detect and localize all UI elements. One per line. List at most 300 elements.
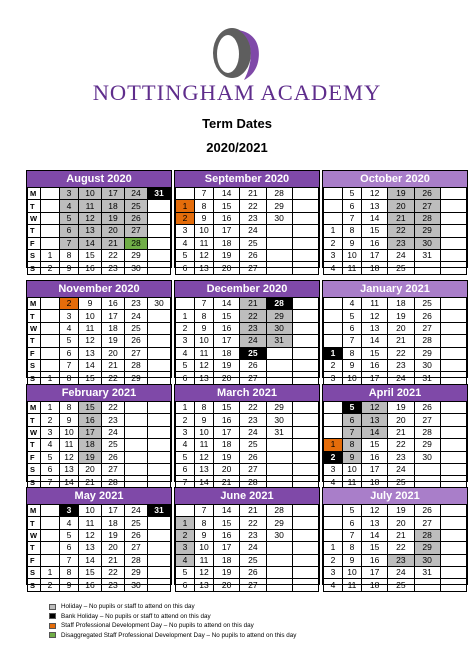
week-row (28, 298, 171, 310)
week-row (28, 359, 171, 371)
date-cell: 12 (195, 249, 214, 261)
date-cell: 28 (266, 505, 292, 517)
date-cell: 5 (176, 359, 195, 371)
month-grid (175, 187, 319, 275)
date-cell: 14 (362, 212, 388, 224)
date-cell: 16 (214, 322, 240, 334)
date-cell: 5 (343, 505, 362, 517)
date-cell (266, 554, 292, 566)
date-cell: 19 (79, 451, 102, 463)
date-cell (148, 414, 171, 426)
date-cell: 22 (102, 402, 125, 414)
week-row (324, 225, 467, 237)
date-cell: 8 (60, 402, 79, 414)
week-row (324, 505, 467, 517)
month-grid (175, 504, 319, 592)
date-cell (148, 347, 171, 359)
date-cell: 30 (414, 451, 440, 463)
date-cell: 26 (240, 359, 266, 371)
date-cell: 10 (195, 542, 214, 554)
week-row (28, 225, 171, 237)
date-cell: 17 (362, 372, 388, 384)
date-cell: 20 (102, 542, 125, 554)
date-cell: 12 (195, 451, 214, 463)
date-cell: 12 (362, 188, 388, 200)
day-label: T (28, 310, 41, 322)
date-cell (440, 249, 466, 261)
date-cell: 20 (102, 347, 125, 359)
date-cell: 13 (362, 322, 388, 334)
date-cell: 23 (102, 579, 125, 591)
date-cell: 17 (102, 310, 125, 322)
date-cell (324, 322, 343, 334)
date-cell (41, 188, 60, 200)
date-cell: 26 (240, 249, 266, 261)
date-cell: 12 (79, 335, 102, 347)
week-row (324, 451, 467, 463)
date-cell (148, 249, 171, 261)
date-cell: 24 (388, 249, 414, 261)
month-title: June 2021 (175, 488, 319, 504)
date-cell: 4 (343, 298, 362, 310)
date-cell (292, 298, 318, 310)
date-cell: 8 (343, 439, 362, 451)
date-cell: 13 (79, 347, 102, 359)
week-row (28, 566, 171, 578)
date-cell (125, 439, 148, 451)
date-cell: 24 (102, 426, 125, 438)
date-cell (266, 439, 292, 451)
date-cell: 21 (102, 359, 125, 371)
date-cell: 9 (60, 414, 79, 426)
date-cell: 21 (102, 554, 125, 566)
date-cell (148, 426, 171, 438)
date-cell: 6 (343, 322, 362, 334)
date-cell: 18 (102, 517, 125, 529)
date-cell: 12 (195, 359, 214, 371)
date-cell: 1 (41, 372, 60, 384)
date-cell: 18 (214, 347, 240, 359)
date-cell (440, 439, 466, 451)
date-cell (148, 212, 171, 224)
date-cell: 13 (195, 372, 214, 384)
date-cell (292, 566, 318, 578)
date-cell: 29 (266, 310, 292, 322)
date-cell: 2 (324, 359, 343, 371)
date-cell: 5 (60, 529, 79, 541)
legend-swatch (49, 604, 56, 610)
month-title: October 2020 (323, 171, 467, 187)
date-cell: 14 (214, 298, 240, 310)
date-cell: 24 (125, 505, 148, 517)
date-cell (440, 359, 466, 371)
date-cell: 20 (214, 372, 240, 384)
page-title: Term Dates (202, 116, 272, 131)
date-cell: 10 (343, 372, 362, 384)
date-cell: 17 (214, 225, 240, 237)
date-cell: 13 (195, 579, 214, 591)
week-row (28, 517, 171, 529)
date-cell: 25 (388, 476, 414, 488)
date-cell: 8 (343, 542, 362, 554)
date-cell (440, 402, 466, 414)
date-cell (266, 225, 292, 237)
date-cell: 24 (240, 542, 266, 554)
date-cell: 30 (414, 359, 440, 371)
month-grid (27, 297, 171, 385)
date-cell (266, 249, 292, 261)
date-cell: 28 (266, 188, 292, 200)
date-cell: 30 (414, 554, 440, 566)
day-label: T (28, 542, 41, 554)
date-cell: 15 (362, 542, 388, 554)
date-cell: 8 (60, 249, 79, 261)
date-cell: 14 (214, 188, 240, 200)
date-cell: 29 (414, 439, 440, 451)
date-cell: 6 (176, 463, 195, 475)
date-cell: 2 (41, 579, 60, 591)
date-cell: 30 (266, 212, 292, 224)
date-cell: 9 (343, 359, 362, 371)
date-cell (41, 237, 60, 249)
week-row (324, 566, 467, 578)
date-cell: 30 (266, 322, 292, 334)
date-cell: 30 (148, 298, 171, 310)
month-title: November 2020 (27, 281, 171, 297)
week-row (324, 372, 467, 384)
date-cell: 20 (214, 262, 240, 274)
month-title: March 2021 (175, 385, 319, 401)
legend-text: Bank Holiday – No pupils or staff to attend on this day (61, 612, 211, 620)
day-label: T (28, 225, 41, 237)
date-cell: 7 (343, 212, 362, 224)
date-cell: 9 (195, 529, 214, 541)
date-cell: 26 (240, 566, 266, 578)
date-cell: 10 (60, 426, 79, 438)
date-cell: 28 (266, 298, 292, 310)
date-cell (324, 414, 343, 426)
date-cell: 14 (60, 476, 79, 488)
date-cell: 8 (195, 310, 214, 322)
date-cell (324, 298, 343, 310)
date-cell (292, 463, 318, 475)
date-cell: 7 (343, 335, 362, 347)
date-cell: 7 (41, 476, 60, 488)
date-cell: 20 (214, 463, 240, 475)
month-1 (174, 170, 320, 273)
month-grid (323, 297, 467, 385)
week-row (28, 579, 171, 591)
date-cell: 17 (362, 249, 388, 261)
date-cell (125, 414, 148, 426)
date-cell: 1 (41, 566, 60, 578)
date-cell: 18 (362, 262, 388, 274)
week-row (324, 310, 467, 322)
date-cell: 18 (362, 476, 388, 488)
date-cell: 10 (195, 225, 214, 237)
date-cell: 2 (324, 451, 343, 463)
legend-item (49, 621, 449, 631)
date-cell: 30 (414, 237, 440, 249)
date-cell (148, 359, 171, 371)
date-cell (148, 451, 171, 463)
month-title: July 2021 (323, 488, 467, 504)
date-cell: 3 (324, 463, 343, 475)
date-cell: 3 (176, 225, 195, 237)
date-cell: 15 (362, 225, 388, 237)
week-row (28, 463, 171, 475)
week-row (324, 579, 467, 591)
date-cell: 19 (388, 402, 414, 414)
date-cell (292, 322, 318, 334)
date-cell: 25 (240, 439, 266, 451)
date-cell: 25 (240, 347, 266, 359)
date-cell: 2 (176, 212, 195, 224)
date-cell: 16 (79, 579, 102, 591)
date-cell: 22 (240, 402, 266, 414)
day-label: S (28, 579, 41, 591)
date-cell: 23 (240, 322, 266, 334)
week-row (28, 249, 171, 261)
week-row (176, 322, 319, 334)
date-cell: 7 (60, 237, 79, 249)
week-row (176, 505, 319, 517)
date-cell: 20 (388, 200, 414, 212)
date-cell: 25 (125, 517, 148, 529)
month-grid (323, 504, 467, 592)
date-cell (41, 322, 60, 334)
date-cell: 23 (388, 554, 414, 566)
date-cell: 28 (240, 476, 266, 488)
date-cell (292, 237, 318, 249)
date-cell: 26 (125, 529, 148, 541)
date-cell: 27 (240, 463, 266, 475)
date-cell: 20 (214, 579, 240, 591)
date-cell (324, 402, 343, 414)
date-cell: 4 (324, 262, 343, 274)
date-cell: 17 (79, 426, 102, 438)
month-6 (26, 384, 172, 487)
day-label: M (28, 298, 41, 310)
date-cell (148, 517, 171, 529)
date-cell: 30 (266, 529, 292, 541)
day-label: S (28, 463, 41, 475)
academy-name: NOTTINGHAM ACADEMY (92, 80, 382, 105)
date-cell: 5 (176, 566, 195, 578)
month-title: September 2020 (175, 171, 319, 187)
date-cell (440, 529, 466, 541)
date-cell: 27 (240, 579, 266, 591)
date-cell: 4 (176, 554, 195, 566)
date-cell: 5 (343, 310, 362, 322)
date-cell: 29 (125, 566, 148, 578)
date-cell: 8 (195, 402, 214, 414)
day-label: S (28, 566, 41, 578)
date-cell: 27 (414, 200, 440, 212)
date-cell: 1 (176, 402, 195, 414)
date-cell (41, 200, 60, 212)
week-row (28, 310, 171, 322)
date-cell: 19 (102, 335, 125, 347)
date-cell: 6 (41, 463, 60, 475)
day-label: W (28, 212, 41, 224)
date-cell: 4 (324, 579, 343, 591)
date-cell: 16 (214, 212, 240, 224)
date-cell: 20 (102, 225, 125, 237)
week-row (28, 414, 171, 426)
date-cell: 6 (60, 542, 79, 554)
date-cell (148, 566, 171, 578)
date-cell (292, 426, 318, 438)
date-cell: 3 (41, 426, 60, 438)
week-row (324, 298, 467, 310)
date-cell: 30 (266, 414, 292, 426)
date-cell (41, 529, 60, 541)
date-cell: 3 (60, 310, 79, 322)
date-cell (292, 451, 318, 463)
date-cell: 13 (195, 463, 214, 475)
date-cell (292, 554, 318, 566)
date-cell: 9 (343, 451, 362, 463)
date-cell: 28 (414, 426, 440, 438)
date-cell (440, 414, 466, 426)
date-cell: 14 (214, 505, 240, 517)
date-cell (292, 579, 318, 591)
week-row (176, 310, 319, 322)
date-cell (41, 310, 60, 322)
day-label: W (28, 322, 41, 334)
month-title: April 2021 (323, 385, 467, 401)
date-cell: 23 (240, 529, 266, 541)
date-cell: 2 (324, 237, 343, 249)
date-cell (292, 249, 318, 261)
week-row (176, 335, 319, 347)
date-cell: 12 (362, 310, 388, 322)
date-cell: 19 (102, 212, 125, 224)
date-cell: 7 (195, 505, 214, 517)
month-9 (26, 487, 172, 590)
date-cell (266, 347, 292, 359)
date-cell: 7 (176, 476, 195, 488)
date-cell: 27 (414, 414, 440, 426)
date-cell: 11 (79, 517, 102, 529)
date-cell: 13 (362, 414, 388, 426)
date-cell: 8 (60, 372, 79, 384)
date-cell (125, 463, 148, 475)
date-cell: 21 (388, 529, 414, 541)
date-cell: 21 (388, 212, 414, 224)
date-cell (148, 322, 171, 334)
month-title: February 2021 (27, 385, 171, 401)
date-cell: 19 (214, 249, 240, 261)
week-row (28, 347, 171, 359)
date-cell: 16 (362, 451, 388, 463)
date-cell: 31 (414, 249, 440, 261)
date-cell: 30 (125, 579, 148, 591)
date-cell (148, 542, 171, 554)
date-cell (324, 188, 343, 200)
week-row (28, 262, 171, 274)
date-cell (292, 372, 318, 384)
date-cell: 4 (60, 322, 79, 334)
month-7 (174, 384, 320, 487)
day-label: T (28, 439, 41, 451)
date-cell: 10 (343, 566, 362, 578)
date-cell: 23 (125, 298, 148, 310)
month-grid (175, 297, 319, 385)
date-cell (292, 310, 318, 322)
date-cell: 18 (214, 439, 240, 451)
month-grid (323, 187, 467, 275)
date-cell: 15 (79, 402, 102, 414)
date-cell: 25 (240, 554, 266, 566)
date-cell: 24 (240, 426, 266, 438)
date-cell: 4 (176, 347, 195, 359)
date-cell (440, 237, 466, 249)
week-row (176, 372, 319, 384)
date-cell: 22 (388, 347, 414, 359)
date-cell: 28 (414, 335, 440, 347)
date-cell: 20 (388, 414, 414, 426)
week-row (176, 579, 319, 591)
date-cell: 22 (102, 249, 125, 261)
date-cell (266, 579, 292, 591)
week-row (28, 529, 171, 541)
date-cell: 11 (79, 200, 102, 212)
day-label: T (28, 335, 41, 347)
legend-text: Disaggregated Staff Professional Development Day – No pupils to attend on this day (61, 631, 297, 639)
date-cell: 22 (388, 542, 414, 554)
date-cell: 8 (195, 517, 214, 529)
date-cell: 23 (102, 414, 125, 426)
week-row (176, 262, 319, 274)
legend-item (49, 602, 449, 612)
date-cell (440, 347, 466, 359)
date-cell: 2 (176, 322, 195, 334)
date-cell: 3 (176, 542, 195, 554)
week-row (324, 262, 467, 274)
date-cell (125, 402, 148, 414)
date-cell (292, 359, 318, 371)
date-cell: 16 (214, 414, 240, 426)
date-cell: 6 (176, 262, 195, 274)
week-row (176, 554, 319, 566)
date-cell (41, 542, 60, 554)
week-row (28, 322, 171, 334)
date-cell (148, 529, 171, 541)
date-cell (440, 451, 466, 463)
date-cell (440, 298, 466, 310)
date-cell: 28 (414, 212, 440, 224)
week-row (324, 463, 467, 475)
date-cell (324, 335, 343, 347)
date-cell: 29 (414, 225, 440, 237)
date-cell: 26 (102, 451, 125, 463)
date-cell: 28 (125, 554, 148, 566)
date-cell: 10 (343, 249, 362, 261)
date-cell: 13 (60, 463, 79, 475)
date-cell: 11 (60, 439, 79, 451)
date-cell: 1 (41, 249, 60, 261)
date-cell: 16 (214, 529, 240, 541)
week-row (176, 359, 319, 371)
day-label: F (28, 237, 41, 249)
date-cell: 13 (79, 542, 102, 554)
week-row (176, 439, 319, 451)
date-cell (176, 188, 195, 200)
date-cell: 17 (362, 566, 388, 578)
legend-swatch (49, 613, 56, 619)
